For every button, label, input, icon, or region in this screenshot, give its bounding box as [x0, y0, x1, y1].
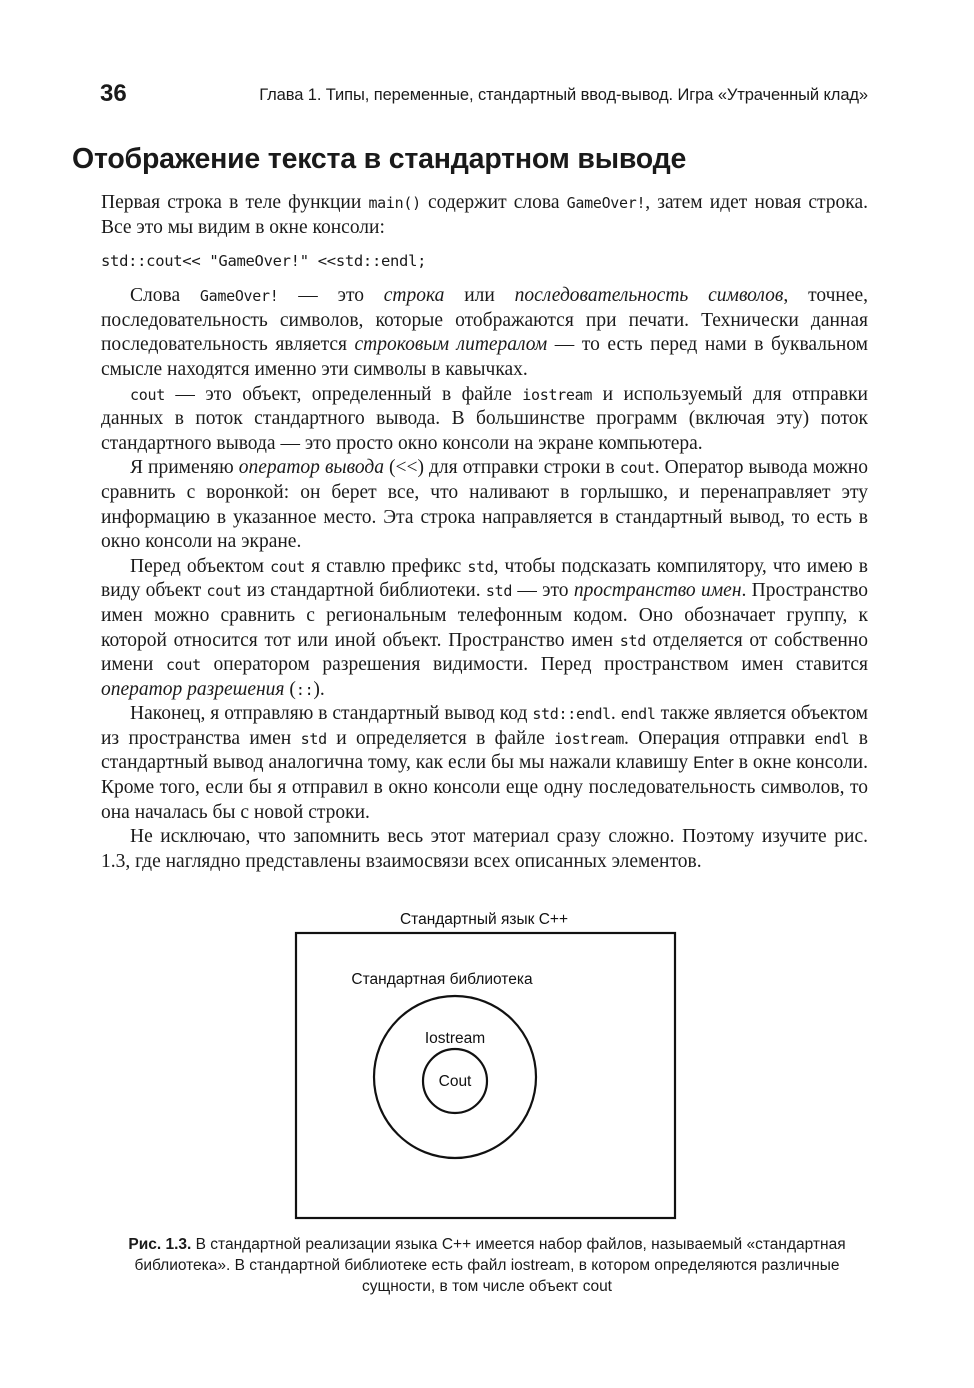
- term: строковым литералом: [354, 334, 548, 356]
- inline-code: std: [619, 631, 646, 650]
- inline-code: endl: [620, 705, 656, 724]
- cout-label: Cout: [438, 1073, 472, 1090]
- inline-code: iostream: [522, 385, 593, 404]
- inline-code: cout: [206, 582, 242, 601]
- enter-key-label: Enter: [693, 753, 734, 773]
- inline-code: GameOver!: [566, 194, 646, 212]
- inline-code: cout: [619, 459, 655, 478]
- term: оператор вывода: [238, 457, 384, 479]
- figure-caption: [110, 1234, 864, 1297]
- running-head: [100, 80, 868, 108]
- inline-code: std::endl: [532, 705, 611, 724]
- page-number: 36: [100, 80, 127, 107]
- paragraph-4: Я применяю оператор вывода (<<) для отправки строки в cout. Оператор вывода можно сравнить с воронкой: он берет все, что наливают в горлышко, и перенаправляет эту информацию в указанное место. Эта строка направляется в стандартный вывод, то есть в окно консоли на экране.: [101, 457, 868, 553]
- paragraph-6: Наконец, я отправляю в стандартный вывод код std::endl. endl также является объектом из пространства имен std и определяется в файле iostream. Операция отправки endl в стандартный вывод аналогична тому, как если бы мы нажали клавишу Enter в окне консоли. Кроме того, если бы я отправил в окно консоли еще одну последовательность символов, то она началась бы с новой строки.: [101, 703, 869, 823]
- inline-code: std: [300, 729, 327, 748]
- term: пространство имен: [573, 580, 742, 602]
- paragraph-1: Первая строка в теле функции main() содержит слова GameOver!, затем идет новая строка. Все это мы видим в окне консоли:: [101, 192, 868, 238]
- inline-code: std: [485, 582, 513, 601]
- paragraph-2: Слова GameOver! — это строка или последовательность символов, точнее, последовательность символов, которые отображаются при печати. Технически данная последовательность является строковым литералом — то есть перед нами в буквальном смысле находятся именно эти символы в кавычках.: [101, 285, 869, 380]
- outer-box-label: Стандартный язык C++: [399, 911, 569, 928]
- inline-code: iostream: [554, 729, 625, 748]
- inline-code: main(): [368, 194, 421, 212]
- paragraph-7: Не исключаю, что запомнить весь этот материал сразу сложно. Поэтому изучите рис. 1.3, где наглядно представлены взаимосвязи всех описанных элементов.: [101, 826, 868, 872]
- body-text: [101, 191, 868, 874]
- inline-code: GameOver!: [199, 287, 279, 306]
- term: последовательность символов: [514, 285, 784, 307]
- inline-code: cout: [130, 385, 165, 404]
- paragraph-5: Перед объектом cout я ставлю префикс std, чтобы подсказать компилятору, что имею в виду объект cout из стандартной библиотеки. std — это пространство имен. Пространство имен можно сравнить с региональным телефонным кодом. Оно обозначает группу, к которой относится тот или иной объект. Пространство имен std отделяется от собственно имени cout оператором разрешения видимости. Перед пространством имен ставится оператор разрешения (::).: [101, 555, 868, 700]
- code-example: std::cout<< "GameOver!" <<std::endl;: [101, 252, 427, 271]
- inline-code: endl: [814, 729, 850, 748]
- caption-text: В стандартной реализации языка C++ имеется набор файлов, называемый «стандартная библиотека». В стандартной библиотеке есть файл iostream, в котором определяются различные сущности, в том числе объект cout: [134, 1236, 846, 1295]
- library-label: Стандартная библиотека: [351, 971, 533, 988]
- paragraph-3: cout — это объект, определенный в файле iostream и используемый для отправки данных в поток стандартного вывода. В большинстве программ (включая эту) поток стандартного вывода — это просто окно консоли на экране компьютера.: [101, 383, 868, 454]
- inline-code: cout: [165, 656, 201, 675]
- chapter-title: Глава 1. Типы, переменные, стандартный ввод-вывод. Игра «Утраченный клад»: [259, 86, 868, 104]
- caption-label: Рис. 1.3.: [128, 1236, 192, 1253]
- term: оператор разрешения: [101, 678, 285, 700]
- term: строка: [383, 285, 445, 307]
- inline-code: ::: [295, 680, 314, 699]
- section-title: Отображение текста в стандартном выводе: [72, 143, 687, 175]
- iostream-label: Iostream: [424, 1030, 486, 1047]
- inline-code: std: [467, 557, 494, 576]
- inline-code: cout: [270, 557, 306, 576]
